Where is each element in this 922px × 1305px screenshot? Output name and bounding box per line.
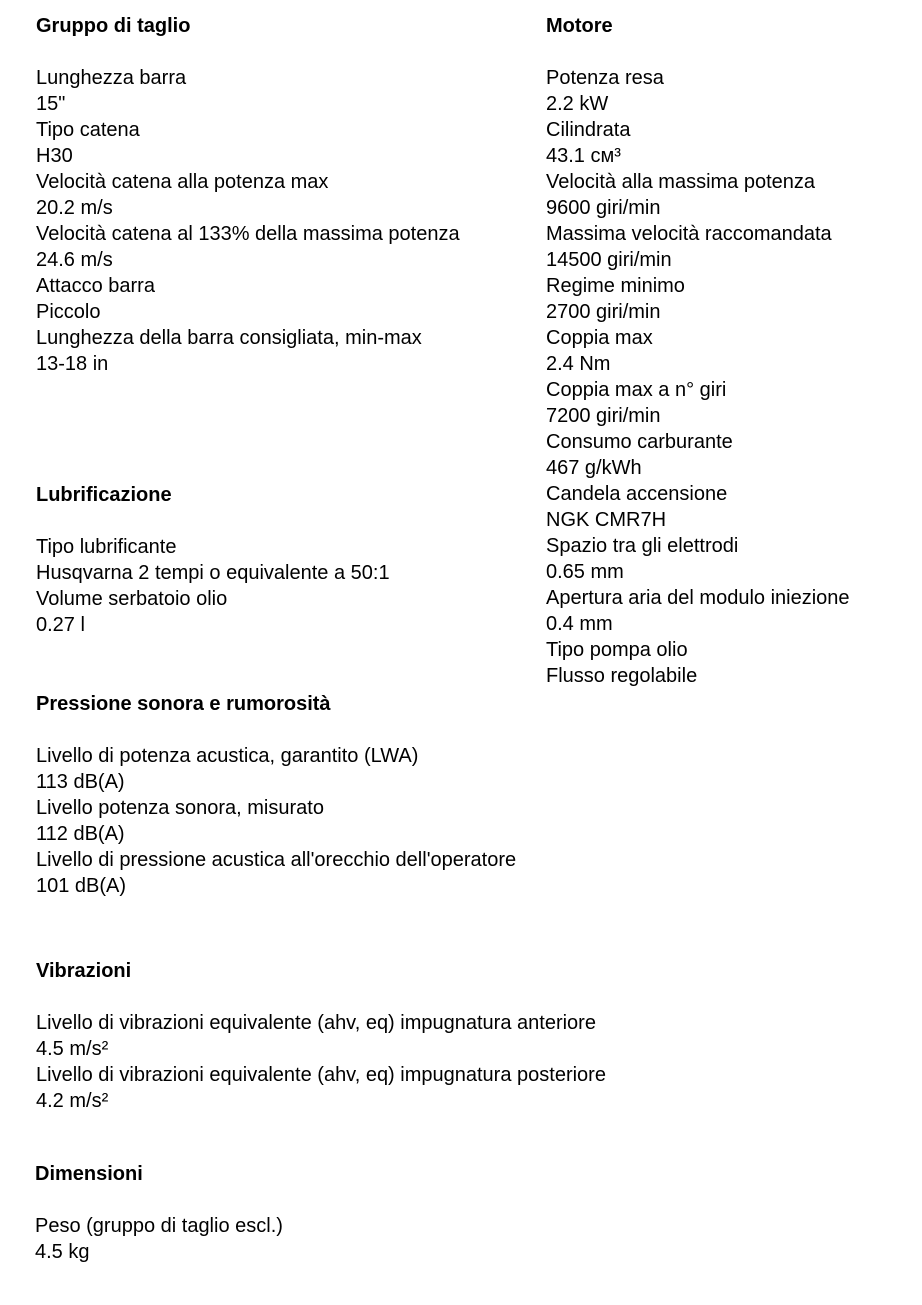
spec-value: 4.2 m/s²: [36, 1090, 109, 1112]
section-vibration: [36, 958, 606, 1114]
spec-value: Flusso regolabile: [546, 665, 698, 687]
spec-label: Spazio tra gli elettrodi: [546, 535, 739, 557]
spec-value: Piccolo: [36, 301, 101, 323]
spec-value: 0.27 l: [36, 614, 85, 636]
spec-value: 20.2 m/s: [36, 197, 113, 219]
section-sound: [36, 691, 516, 899]
spec-value: NGK CMR7H: [546, 509, 667, 531]
spec-value: 0.4 mm: [546, 613, 613, 635]
spec-label: Lunghezza barra: [36, 67, 187, 89]
spec-value: 101 dB(A): [36, 875, 127, 897]
spec-value: 113 dB(A): [36, 771, 125, 793]
spec-label: Coppia max a n° giri: [546, 379, 727, 401]
section-title: Gruppo di taglio: [36, 15, 191, 37]
spec-value: 24.6 m/s: [36, 249, 113, 271]
spec-label: Velocità catena alla potenza max: [36, 171, 329, 193]
spec-value: 4.5 m/s²: [36, 1038, 109, 1060]
spec-value: 2.4 Nm: [546, 353, 611, 375]
spec-label: Peso (gruppo di taglio escl.): [35, 1215, 283, 1237]
spec-label: Coppia max: [546, 327, 653, 349]
section-dimensions: [35, 1161, 283, 1265]
spec-label: Massima velocità raccomandata: [546, 223, 832, 245]
spec-label: Velocità catena al 133% della massima potenza: [36, 223, 460, 245]
section-cutting: [36, 13, 460, 377]
spec-value: 112 dB(A): [36, 823, 125, 845]
section-title: Pressione sonora e rumorosità: [36, 693, 331, 715]
spec-value: 467 g/kWh: [546, 457, 642, 479]
spec-value: 15": [36, 93, 66, 115]
spec-value: 43.1 см³: [546, 145, 621, 167]
spec-value: Husqvarna 2 tempi o equivalente a 50:1: [36, 562, 390, 584]
section-engine: [546, 13, 850, 689]
spec-label: Consumo carburante: [546, 431, 733, 453]
spec-label: Regime minimo: [546, 275, 685, 297]
section-title: Vibrazioni: [36, 960, 132, 982]
spec-value: 0.65 mm: [546, 561, 624, 583]
spec-label: Velocità alla massima potenza: [546, 171, 816, 193]
spec-value: 2700 giri/min: [546, 301, 661, 323]
spec-value: 4.5 kg: [35, 1241, 90, 1263]
section-title: Dimensioni: [35, 1163, 143, 1185]
section-title: Motore: [546, 15, 613, 37]
spec-label: Livello di vibrazioni equivalente (ahv, eq) impugnatura posteriore: [36, 1064, 606, 1086]
spec-label: Volume serbatoio olio: [36, 588, 228, 610]
spec-value: 7200 giri/min: [546, 405, 661, 427]
section-lubrication: [36, 482, 390, 638]
spec-label: Livello di vibrazioni equivalente (ahv, eq) impugnatura anteriore: [36, 1012, 596, 1034]
spec-label: Apertura aria del modulo iniezione: [546, 587, 850, 609]
spec-label: Cilindrata: [546, 119, 631, 141]
spec-label: Tipo pompa olio: [546, 639, 688, 661]
spec-value: 9600 giri/min: [546, 197, 661, 219]
section-title: Lubrificazione: [36, 484, 172, 506]
spec-label: Potenza resa: [546, 67, 664, 89]
spec-label: Candela accensione: [546, 483, 728, 505]
spec-label: Tipo lubrificante: [36, 536, 177, 558]
spec-label: Tipo catena: [36, 119, 140, 141]
spec-label: Livello potenza sonora, misurato: [36, 797, 324, 819]
spec-label: Attacco barra: [36, 275, 155, 297]
spec-label: Livello di pressione acustica all'orecchio dell'operatore: [36, 849, 517, 871]
spec-value: H30: [36, 145, 73, 167]
spec-value: 2.2 kW: [546, 93, 609, 115]
spec-label: Lunghezza della barra consigliata, min-max: [36, 327, 422, 349]
spec-value: 13-18 in: [36, 353, 109, 375]
spec-value: 14500 giri/min: [546, 249, 672, 271]
spec-label: Livello di potenza acustica, garantito (LWA): [36, 745, 419, 767]
